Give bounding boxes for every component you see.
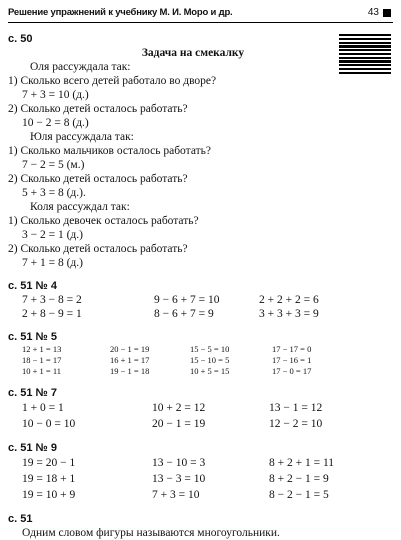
calc-line: 10 − 2 = 8 (д.) — [22, 117, 89, 129]
equation: 10 + 5 = 15 — [190, 366, 230, 376]
question-line: 1) Сколько мальчиков осталось работать? — [8, 145, 212, 157]
equation: 20 − 1 = 19 — [152, 418, 206, 430]
question-line: 1) Сколько девочек осталось работать? — [8, 215, 199, 227]
equation: 13 − 1 = 12 — [269, 402, 323, 414]
answer-text: Одним словом фигуры называются многоугольники. — [22, 527, 280, 539]
question-line: 2) Сколько детей осталось работать? — [8, 173, 188, 185]
equation: 10 + 2 = 12 — [152, 402, 206, 414]
thumb-index-stripes — [339, 34, 391, 76]
equation: 10 − 0 = 10 — [22, 418, 76, 430]
question-line: 2) Сколько детей осталось работать? — [8, 243, 188, 255]
equation: 9 − 6 + 7 = 10 — [154, 294, 220, 306]
calc-line: 7 − 2 = 5 (м.) — [22, 159, 85, 171]
equation: 16 + 1 = 17 — [110, 355, 150, 365]
calc-line: 7 + 3 = 10 (д.) — [22, 89, 89, 101]
equation: 2 + 2 + 2 = 6 — [259, 294, 319, 306]
equation: 8 + 2 − 1 = 9 — [269, 473, 329, 485]
equation: 15 − 5 = 10 — [190, 344, 230, 354]
page-number: 43 — [367, 7, 379, 18]
equation: 17 − 16 = 1 — [272, 355, 312, 365]
equation: 1 + 0 = 1 — [22, 402, 64, 414]
section-label: с. 50 — [8, 33, 33, 45]
section-label: с. 51 № 9 — [8, 442, 57, 454]
text-line: Оля рассуждала так: — [30, 61, 131, 73]
page-header — [8, 6, 393, 23]
equation: 17 − 17 = 0 — [272, 344, 312, 354]
equation: 19 = 10 + 9 — [22, 489, 76, 501]
equation: 19 − 1 = 18 — [110, 366, 150, 376]
page-content — [8, 32, 338, 540]
equation: 7 + 3 − 8 = 2 — [22, 294, 82, 306]
equation: 19 = 20 − 1 — [22, 457, 76, 469]
section-label: с. 51 № 7 — [8, 387, 57, 399]
question-line: 1) Сколько всего детей работало во дворе? — [8, 75, 217, 87]
question-line: 2) Сколько детей осталось работать? — [8, 103, 188, 115]
exercise-grid — [8, 400, 338, 432]
equation: 19 = 18 + 1 — [22, 473, 76, 485]
equation: 13 − 10 = 3 — [152, 457, 206, 469]
exercise-grid — [8, 455, 338, 503]
equation: 10 + 1 = 11 — [22, 366, 62, 376]
calc-line: 7 + 1 = 8 (д.) — [22, 257, 83, 269]
equation: 17 − 0 = 17 — [272, 366, 312, 376]
section-label: с. 51 № 5 — [8, 331, 57, 343]
equation: 12 − 2 = 10 — [269, 418, 323, 430]
equation: 15 − 10 = 5 — [190, 355, 230, 365]
equation: 20 − 1 = 19 — [110, 344, 150, 354]
equation: 8 − 2 − 1 = 5 — [269, 489, 329, 501]
equation: 8 + 2 + 1 = 11 — [269, 457, 335, 469]
exercise-grid — [8, 344, 338, 377]
equation: 13 − 3 = 10 — [152, 473, 206, 485]
section-label: с. 51 № 4 — [8, 280, 57, 292]
text-line: Юля рассуждала так: — [30, 131, 134, 143]
task-title: Задача на смекалку — [141, 47, 245, 59]
calc-line: 5 + 3 = 8 (д.). — [22, 187, 86, 199]
running-title: Решение упражнений к учебнику М. И. Моро и др. — [8, 7, 233, 18]
equation: 18 − 1 = 17 — [22, 355, 62, 365]
equation: 7 + 3 = 10 — [152, 489, 200, 501]
page-marker-square — [383, 9, 391, 17]
section-label: с. 51 — [8, 513, 33, 525]
exercise-grid — [8, 293, 338, 321]
calc-line: 3 − 2 = 1 (д.) — [22, 229, 83, 241]
equation: 3 + 3 + 3 = 9 — [259, 308, 319, 320]
equation: 12 + 1 = 13 — [22, 344, 62, 354]
text-line: Коля рассуждал так: — [30, 201, 130, 213]
equation: 8 − 6 + 7 = 9 — [154, 308, 214, 320]
equation: 2 + 8 − 9 = 1 — [22, 308, 82, 320]
